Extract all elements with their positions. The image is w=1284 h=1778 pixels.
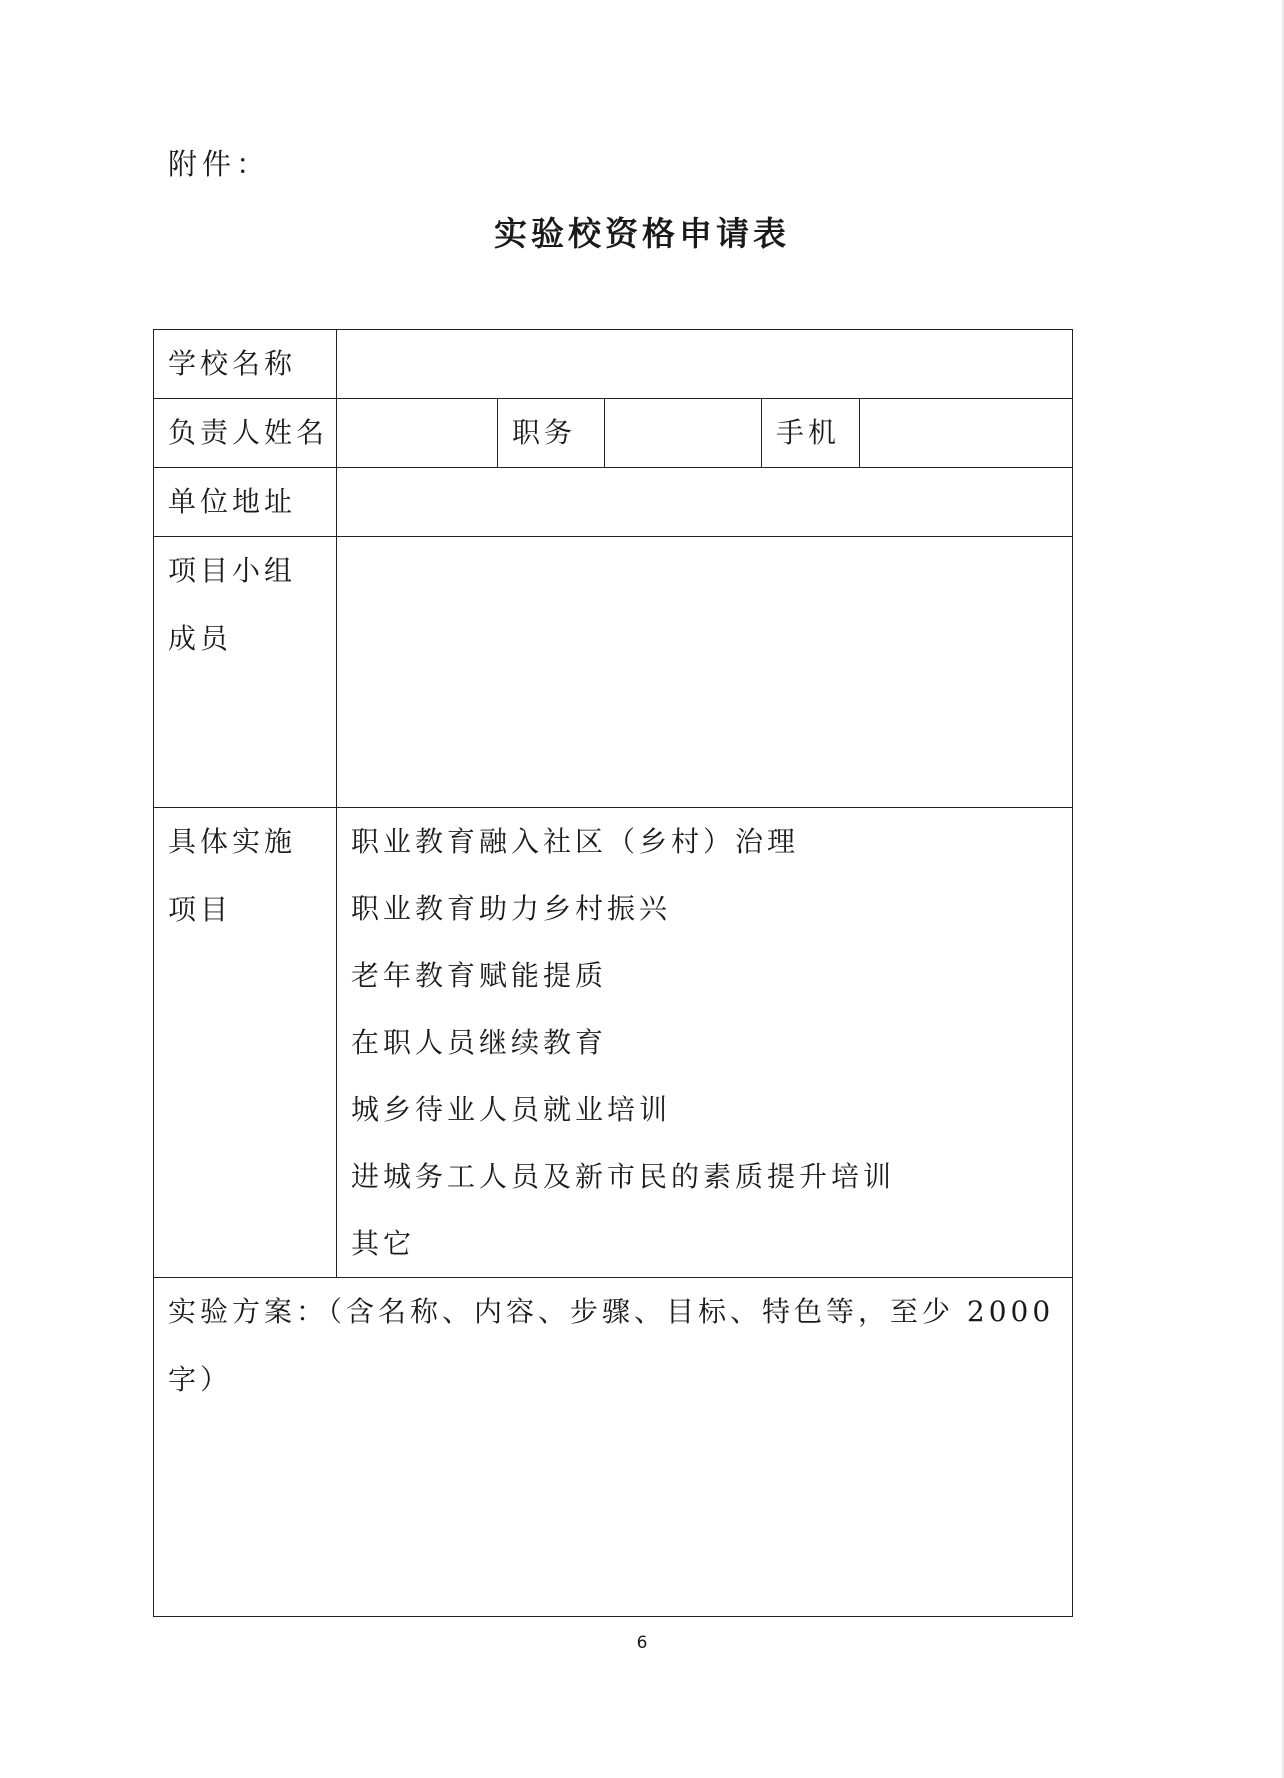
members-label-line2: 成员 [168, 622, 233, 655]
address-row [154, 468, 1073, 537]
project-option[interactable]: 城乡待业人员就业培训 [351, 1093, 672, 1126]
application-form-table [153, 329, 1073, 1617]
project-option[interactable]: 其它 [351, 1227, 416, 1260]
projects-label-line1: 具体实施 [168, 825, 297, 858]
leader-row [154, 399, 1073, 468]
members-field[interactable] [337, 537, 1073, 808]
project-option[interactable]: 职业教育助力乡村振兴 [351, 892, 672, 925]
project-option[interactable]: 进城务工人员及新市民的素质提升培训 [351, 1160, 896, 1193]
plan-field[interactable] [154, 1278, 1073, 1617]
address-field[interactable] [337, 468, 1073, 537]
project-option[interactable]: 职业教育融入社区（乡村）治理 [351, 825, 800, 858]
phone-field[interactable] [860, 399, 1073, 468]
projects-label-line2: 项目 [168, 893, 233, 926]
project-option[interactable]: 在职人员继续教育 [351, 1026, 608, 1059]
attachment-label: 附件： [168, 147, 271, 181]
leader-name-label: 负责人姓名 [154, 399, 337, 468]
school-name-label: 学校名称 [154, 330, 337, 399]
position-label: 职务 [498, 399, 605, 468]
plan-row [154, 1278, 1073, 1617]
projects-label [154, 808, 337, 1278]
leader-name-field[interactable] [337, 399, 498, 468]
address-label: 单位地址 [154, 468, 337, 537]
members-label [154, 537, 337, 808]
plan-label: 实验方案：（含名称、内容、步骤、目标、特色等，至少 2000 字） [168, 1295, 1055, 1396]
project-options-list [337, 808, 1073, 1278]
school-name-field[interactable] [337, 330, 1073, 399]
position-field[interactable] [605, 399, 762, 468]
school-name-row [154, 330, 1073, 399]
document-title: 实验校资格申请表 [494, 214, 790, 253]
phone-label: 手机 [762, 399, 860, 468]
members-label-line1: 项目小组 [168, 554, 297, 587]
projects-row [154, 808, 1073, 1278]
project-option[interactable]: 老年教育赋能提质 [351, 959, 608, 992]
page-number: 6 [636, 1633, 648, 1653]
members-row [154, 537, 1073, 808]
